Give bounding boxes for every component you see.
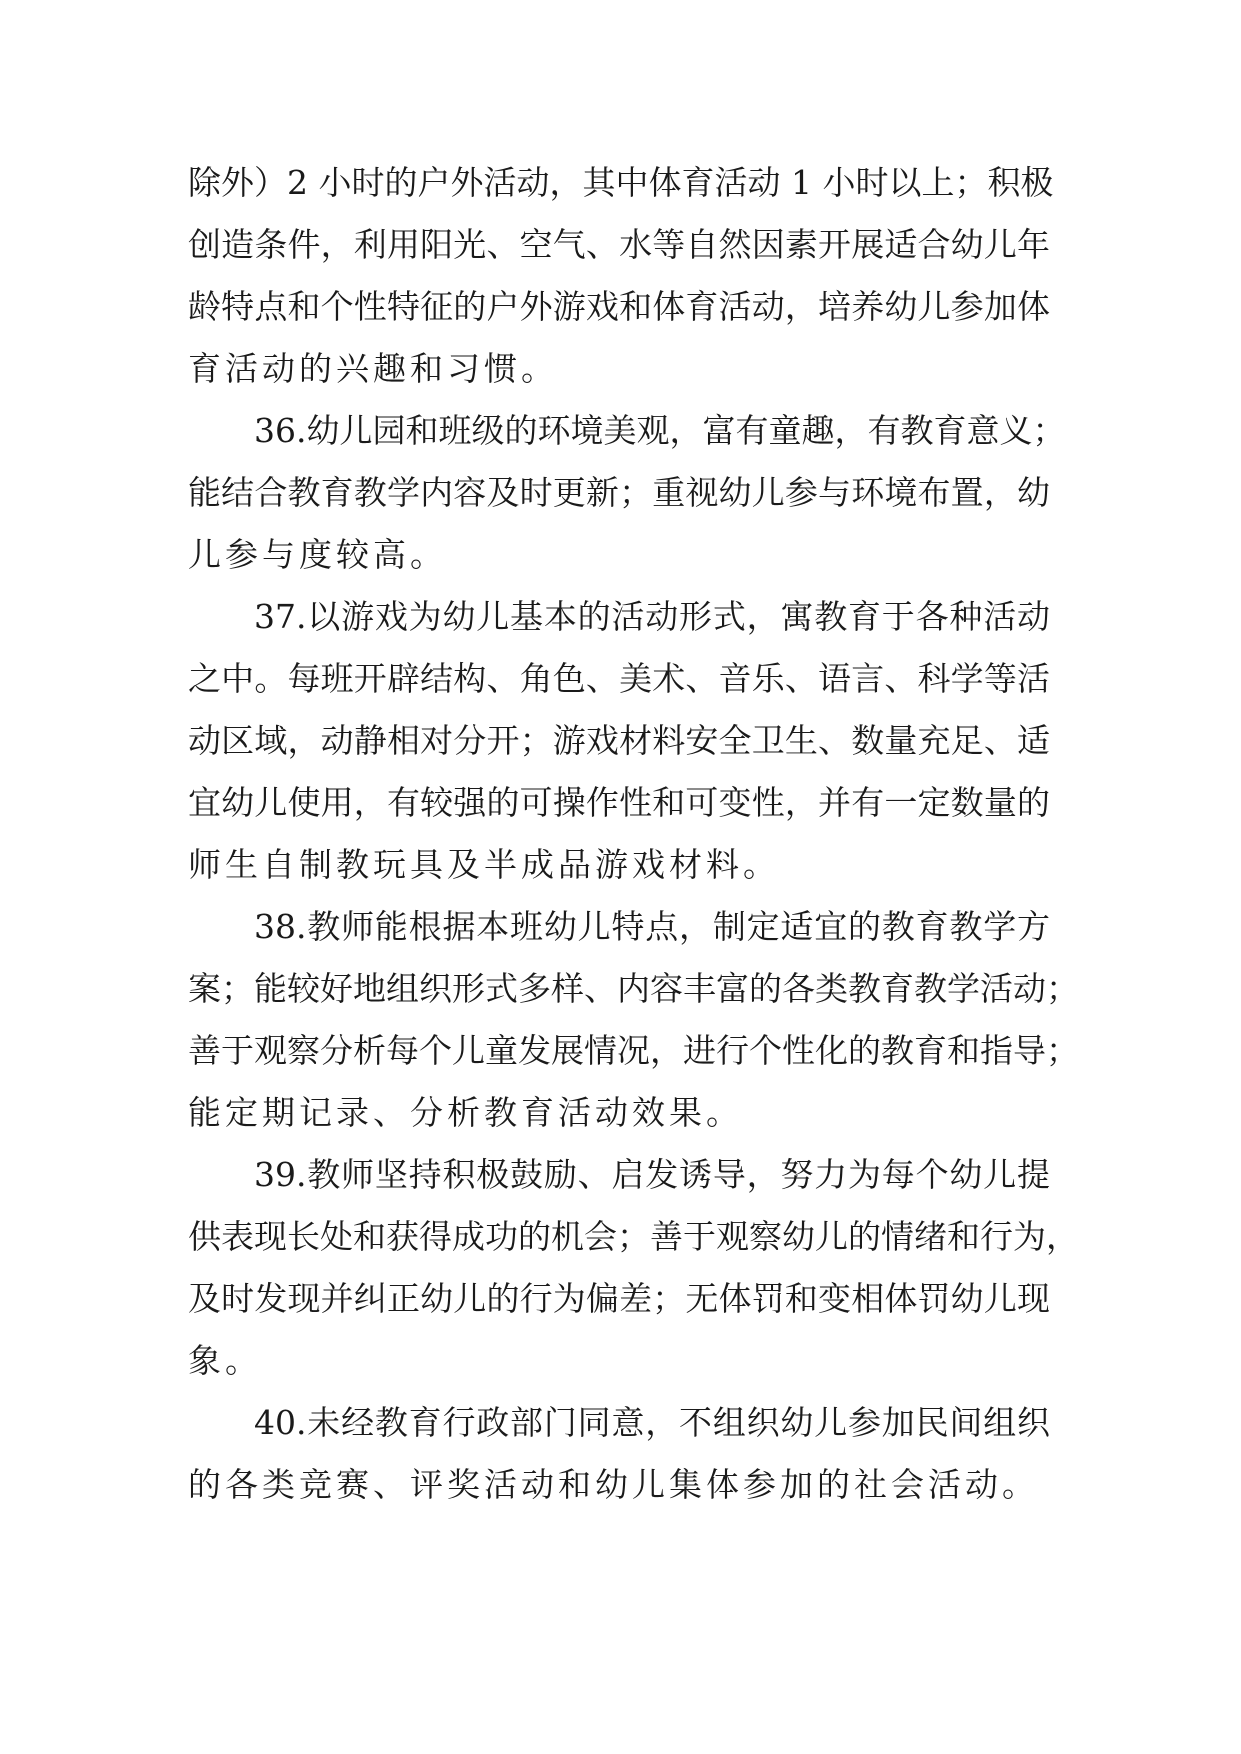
text-line: 创造条件，利用阳光、空气、水等自然因素开展适合幼儿年 — [188, 225, 1050, 264]
paragraph-item-35-continued — [188, 152, 1054, 400]
text-line: 儿参与度较高。 — [188, 535, 447, 574]
text-line: 动区域，动静相对分开；游戏材料安全卫生、数量充足、适 — [188, 721, 1050, 760]
text-line: 的各类竞赛、评奖活动和幼儿集体参加的社会活动。 — [188, 1465, 1039, 1504]
text-line: 能定期记录、分析教育活动效果。 — [188, 1093, 743, 1132]
text-line: 象。 — [188, 1341, 262, 1380]
text-line: 36.幼儿园和班级的环境美观，富有童趣，有教育意义； — [254, 411, 1066, 450]
text-line: 之中。每班开辟结构、角色、美术、音乐、语言、科学等活 — [188, 659, 1050, 698]
paragraph-item-36 — [188, 400, 1066, 586]
paragraph-item-38 — [188, 896, 1079, 1144]
text-line: 育活动的兴趣和习惯。 — [188, 349, 558, 388]
paragraph-item-40 — [188, 1392, 1050, 1516]
text-line: 案；能较好地组织形式多样、内容丰富的各类教育教学活动； — [188, 969, 1079, 1008]
text-line: 37.以游戏为幼儿基本的活动形式，寓教育于各种活动 — [254, 597, 1050, 636]
text-line: 师生自制教玩具及半成品游戏材料。 — [188, 845, 780, 884]
text-line: 38.教师能根据本班幼儿特点，制定适宜的教育教学方 — [254, 907, 1050, 946]
paragraph-item-37 — [188, 586, 1050, 896]
text-line: 善于观察分析每个儿童发展情况，进行个性化的教育和指导； — [188, 1031, 1079, 1070]
paragraph-item-39 — [188, 1144, 1079, 1392]
text-line: 宜幼儿使用，有较强的可操作性和可变性，并有一定数量的 — [188, 783, 1050, 822]
text-line: 40.未经教育行政部门同意，不组织幼儿参加民间组织 — [254, 1403, 1050, 1442]
text-line: 及时发现并纠正幼儿的行为偏差；无体罚和变相体罚幼儿现 — [188, 1279, 1050, 1318]
text-line: 能结合教育教学内容及时更新；重视幼儿参与环境布置，幼 — [188, 473, 1050, 512]
text-line: 除外）2 小时的户外活动，其中体育活动 1 小时以上；积极 — [188, 163, 1054, 202]
text-line: 龄特点和个性特征的户外游戏和体育活动，培养幼儿参加体 — [188, 287, 1050, 326]
text-line: 39.教师坚持积极鼓励、启发诱导，努力为每个幼儿提 — [254, 1155, 1050, 1194]
text-line: 供表现长处和获得成功的机会；善于观察幼儿的情绪和行为， — [188, 1217, 1079, 1256]
document-body — [188, 152, 1079, 1516]
